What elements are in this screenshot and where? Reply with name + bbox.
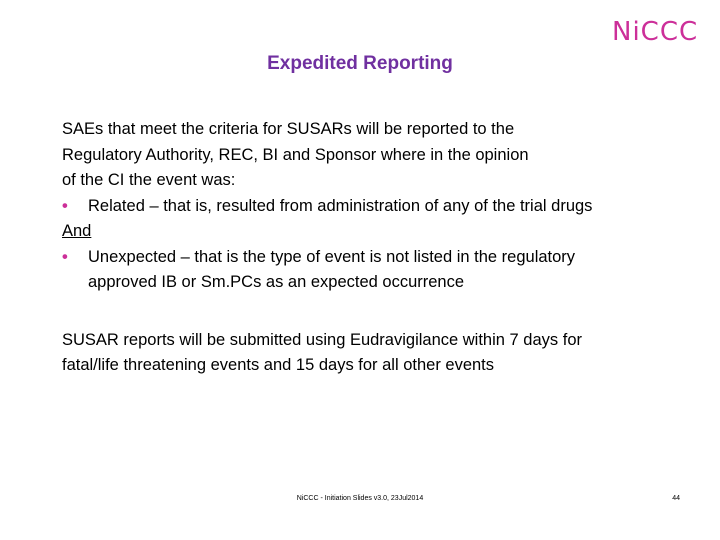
bullet-related-text: Related – that is, resulted from administration of any of the trial drugs: [88, 196, 593, 215]
slide-body: [62, 117, 682, 379]
slide-title: Expedited Reporting: [267, 53, 453, 74]
page-number: 44: [672, 495, 680, 502]
intro-line-1: SAEs that meet the criteria for SUSARs will be reported to the: [62, 120, 515, 138]
closing-line-1: SUSAR reports will be submitted using Eudravigilance within 7 days for: [62, 330, 582, 349]
bullet-unexpected: [62, 245, 682, 296]
niccc-logo: NiCCC: [612, 17, 699, 47]
connector-and: And: [62, 222, 92, 240]
intro-line-2: Regulatory Authority, REC, BI and Sponsor where in the opinion: [62, 145, 529, 164]
intro-line-3: of the CI the event was:: [62, 171, 236, 189]
paragraph-gap: [62, 296, 682, 328]
bullet-unexpected-line-1: Unexpected – that is the type of event is not listed in the regulatory: [88, 247, 576, 266]
bullet-related: [62, 194, 682, 220]
bullet-unexpected-line-2: approved IB or Sm.PCs as an expected occurrence: [88, 273, 465, 291]
bullet-icon: •: [62, 196, 68, 215]
closing-line-2: fatal/life threatening events and 15 days for all other events: [62, 356, 495, 374]
footer-text: NiCCC - Initiation Slides v3.0, 23Jul2014: [296, 495, 424, 502]
bullet-icon: •: [62, 247, 68, 266]
